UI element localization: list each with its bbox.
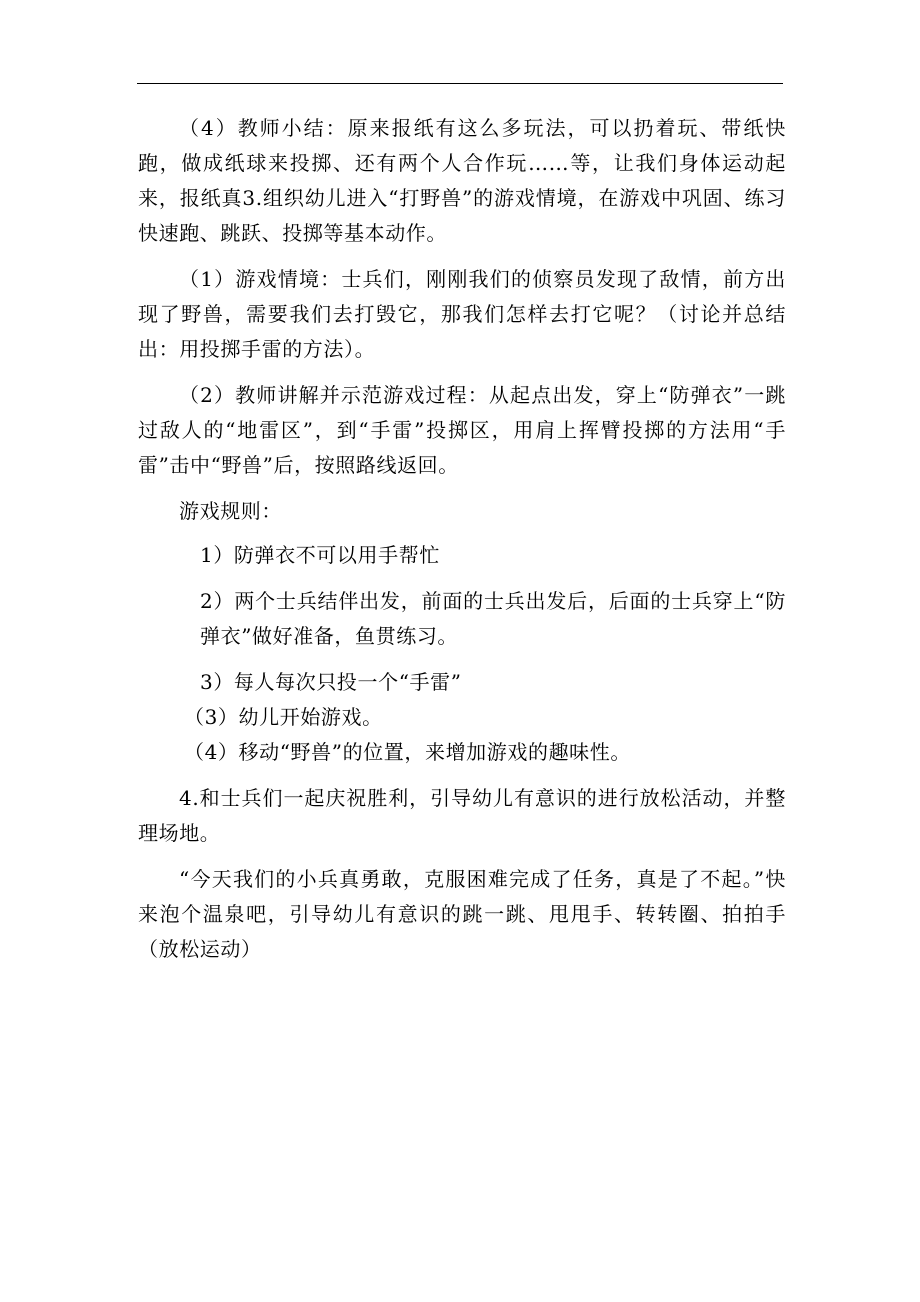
game-rules-title: 游戏规则： [179,499,282,523]
game-rule-3: 3）每人每次只投一个“手雷” [200,670,462,694]
paragraph-game-demonstration: （2）教师讲解并示范游戏过程：从起点出发，穿上“防弹衣”一跳过敌人的“地雷区”，到“手雷”投掷区，用肩上挥臂投掷的方法用“手雷”击中“野兽”后，按照路线返回。 [138,383,786,477]
game-rule-1: 1）防弹衣不可以用手帮忙 [200,543,440,567]
paragraph-relax: “今天我们的小兵真勇敢，克服困难完成了任务，真是了不起。”快来泡个温泉吧，引导幼儿有意识的跳一跳、甩甩手、转转圈、拍拍手（放松运动） [138,867,786,961]
paragraph-game-scenario: （1）游戏情境：士兵们，刚刚我们的侦察员发现了敌情，前方出现了野兽，需要我们去打毁它，那我们怎样去打它呢？（讨论并总结出：用投掷手雷的方法）。 [138,267,786,361]
paragraph-celebrate: 4.和士兵们一起庆祝胜利，引导幼儿有意识的进行放松活动，并整理场地。 [138,786,786,845]
document-body [138,111,786,967]
paragraph-teacher-summary: （4）教师小结：原来报纸有这么多玩法，可以扔着玩、带纸快跑，做成纸球来投掷、还有两个人合作玩……等，让我们身体运动起来，报纸真3.组织幼儿进入“打野兽”的游戏情境，在游戏中巩固、练习快速跑、跳跃、投掷等基本动作。 [138,116,786,245]
game-rule-2: 2）两个士兵结伴出发，前面的士兵出发后，后面的士兵穿上“防弹衣”做好准备，鱼贯练习。 [200,589,786,648]
paragraph-start-game: （3）幼儿开始游戏。 [184,705,383,729]
header-rule [137,83,783,84]
paragraph-move-beast: （4）移动“野兽”的位置，来增加游戏的趣味性。 [184,740,631,764]
